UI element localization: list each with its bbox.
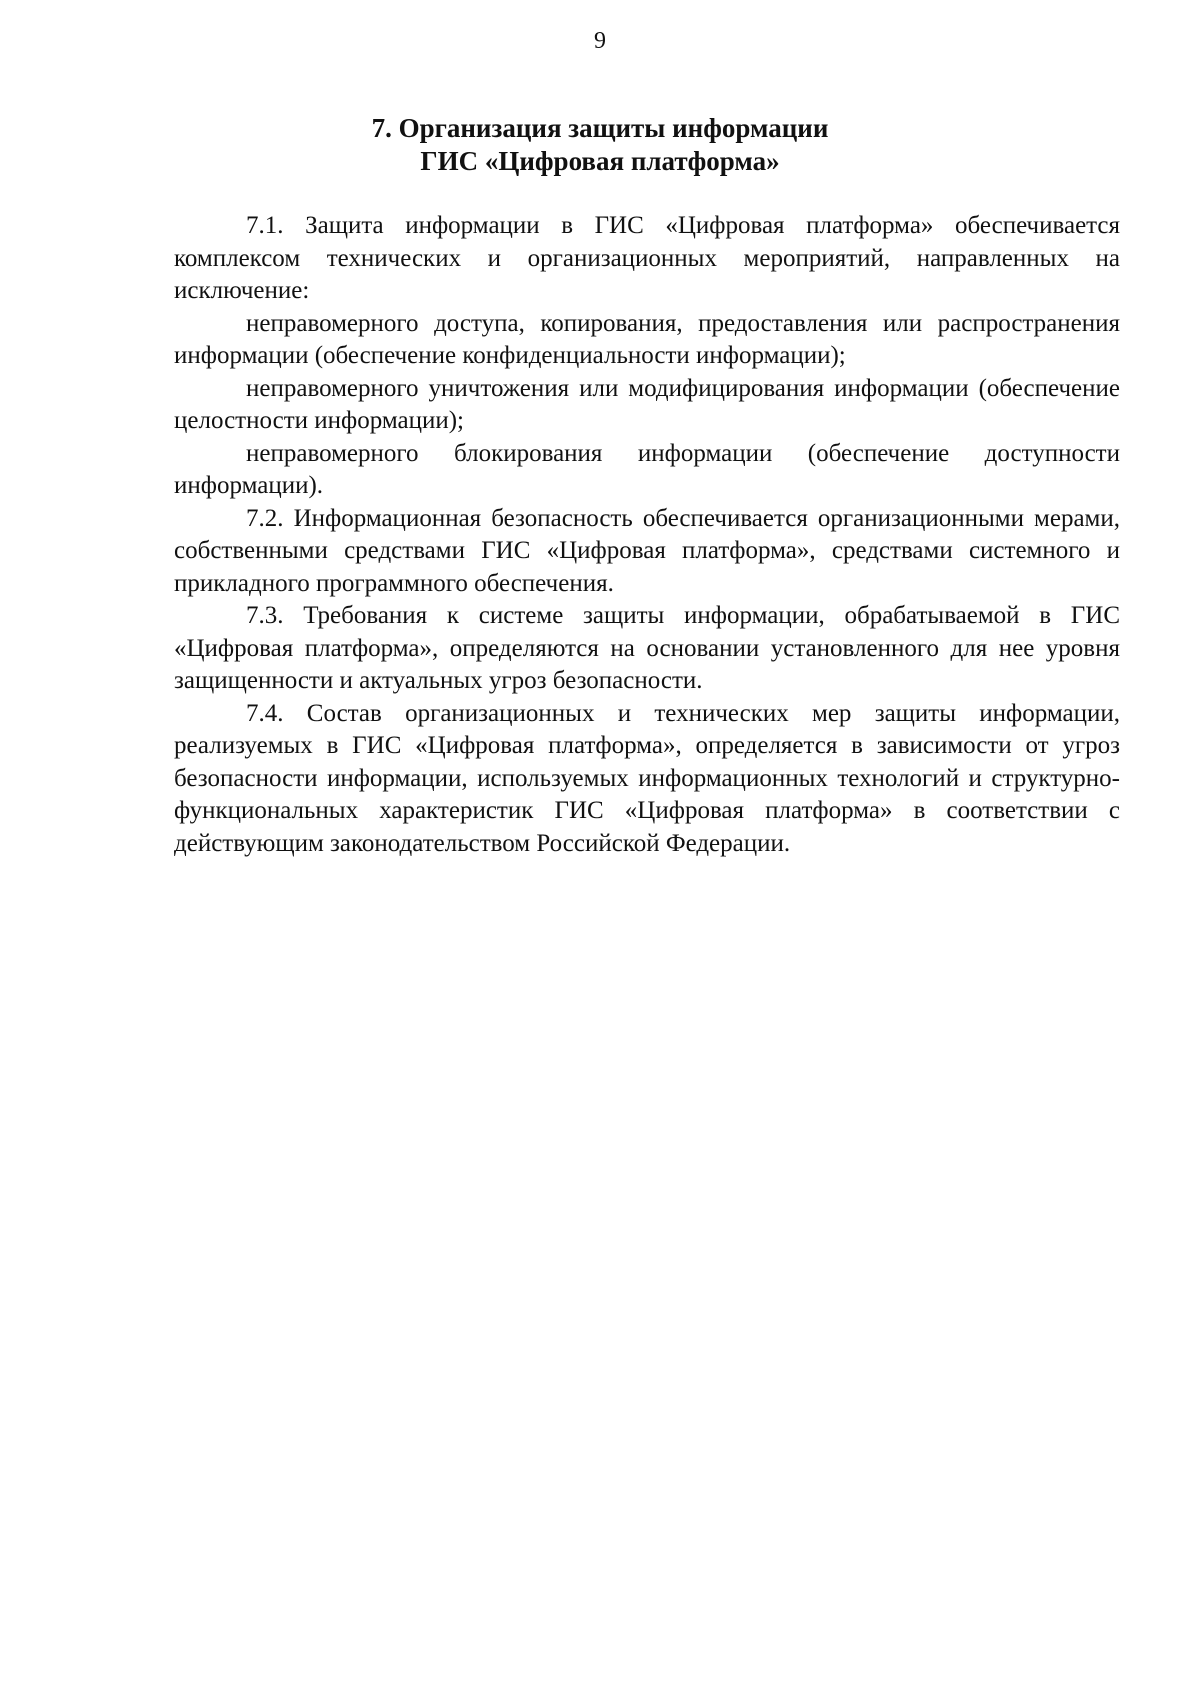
paragraph-7-2: 7.2. Информационная безопасность обеспечивается организационными мерами, собственными средствами ГИС «Цифровая платформа», средствами системного и прикладного программного обеспечения. bbox=[174, 504, 1120, 597]
paragraph-item-access: неправомерного доступа, копирования, предоставления или распространения информации (обеспечение конфиденциальности информации); bbox=[174, 309, 1120, 369]
paragraph-7-4: 7.4. Состав организационных и технических мер защиты информации, реализуемых в ГИС «Цифровая платформа», определяется в зависимости от угроз безопасности информации, используемых информационных технологий и структурно-функциональных характеристик ГИС «Цифровая платформа» в соответствии с действующим законодательством Российской Федерации. bbox=[174, 699, 1120, 857]
paragraph-item-availability: неправомерного блокирования информации (обеспечение доступности информации). bbox=[174, 439, 1120, 499]
section-heading-line-2: ГИС «Цифровая платформа» bbox=[420, 146, 780, 176]
section-heading-line-1: 7. Организация защиты информации bbox=[371, 113, 829, 143]
paragraph-item-integrity: неправомерного уничтожения или модифицирования информации (обеспечение целостности информации); bbox=[174, 374, 1120, 434]
paragraph-7-3: 7.3. Требования к системе защиты информации, обрабатываемой в ГИС «Цифровая платформа», определяются на основании установленного для нее уровня защищенности и актуальных угроз безопасности. bbox=[174, 602, 1120, 694]
paragraph-7-1: 7.1. Защита информации в ГИС «Цифровая платформа» обеспечивается комплексом технических и организационных мероприятий, направленных на исключение: bbox=[174, 212, 1120, 304]
page-number: 9 bbox=[594, 28, 606, 54]
section-heading bbox=[0, 112, 1200, 178]
document-body bbox=[174, 210, 1120, 860]
